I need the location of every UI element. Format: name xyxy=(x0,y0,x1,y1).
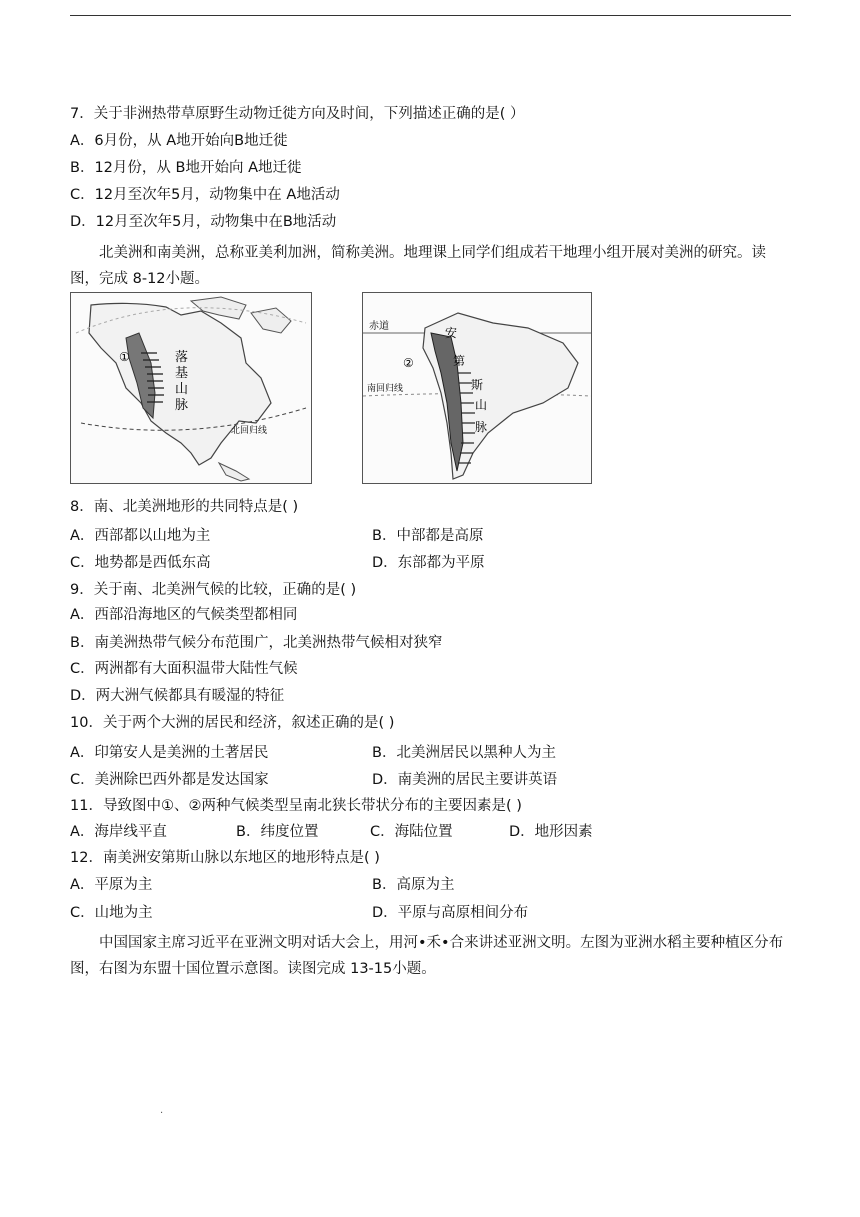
q9-stem: 9．关于南、北美洲气候的比较，正确的是( ) xyxy=(70,582,357,598)
north-region-mark: ① xyxy=(119,350,130,364)
q12-option-b: B．高原为主 xyxy=(372,877,455,893)
q10-option-b: B．北美洲居民以黑种人为主 xyxy=(372,745,556,761)
andes-label-1: 安 xyxy=(445,326,458,340)
rocky-label-4: 脉 xyxy=(175,398,189,413)
q8-option-d: D．东部都为平原 xyxy=(372,555,485,571)
q8-option-c: C．地势都是西低东高 xyxy=(70,555,211,571)
q7-option-d: D．12月至次年5月，动物集中在B地活动 xyxy=(70,214,337,230)
q10-stem: 10．关于两个大洲的居民和经济，叙述正确的是( ) xyxy=(70,715,395,731)
q10-option-d: D．南美洲的居民主要讲英语 xyxy=(372,772,558,788)
q12-option-c: C．山地为主 xyxy=(70,905,153,921)
south-america-map xyxy=(362,292,592,484)
q11-option-c: C．海陆位置 xyxy=(370,824,453,840)
q9-option-c: C．两洲都有大面积温带大陆性气候 xyxy=(70,661,298,677)
q7-option-b: B．12月份，从 B地开始向 A地迁徙 xyxy=(70,160,302,176)
asia-intro-paragraph: 中国国家主席习近平在亚洲文明对话大会上，用河•禾•合来讲述亚洲文明。左图为亚洲水稻主要种植区分布图，右图为东盟十国位置示意图。读图完成 13-15小题。 xyxy=(70,935,784,977)
north-america-map xyxy=(70,292,312,484)
tropic-of-cancer-label: 北回归线 xyxy=(231,426,268,436)
q11-option-a: A．海岸线平直 xyxy=(70,824,167,840)
q7-option-c: C．12月至次年5月，动物集中在 A地活动 xyxy=(70,187,340,203)
q10-option-a: A．印第安人是美洲的土著居民 xyxy=(70,745,269,761)
q9-option-b: B．南美洲热带气候分布范围广，北美洲热带气候相对狭窄 xyxy=(70,635,443,651)
rocky-label-3: 山 xyxy=(175,382,189,397)
rocky-label-1: 落 xyxy=(175,350,189,365)
andes-label-3: 斯 xyxy=(471,378,484,392)
q8-stem: 8．南、北美洲地形的共同特点是( ) xyxy=(70,499,299,515)
header-rule xyxy=(70,15,791,16)
q7-option-a: A．6月份，从 A地开始向B地迁徙 xyxy=(70,133,288,149)
q10-option-c: C．美洲除巴西外都是发达国家 xyxy=(70,772,269,788)
q8-option-b: B．中部都是高原 xyxy=(372,528,484,544)
footer-dot: . xyxy=(160,1105,164,1116)
rocky-label-2: 基 xyxy=(175,366,189,381)
america-intro-paragraph: 北美洲和南美洲，总称亚美利加洲，简称美洲。地理课上同学们组成若干地理小组开展对美洲的研究。读图，完成 8-12小题。 xyxy=(70,245,766,287)
q9-option-a: A．西部沿海地区的气候类型都相同 xyxy=(70,607,298,623)
q7-stem: 7．关于非洲热带草原野生动物迁徙方向及时间，下列描述正确的是( ） xyxy=(70,106,525,122)
q9-option-d: D．两大洲气候都具有暖湿的特征 xyxy=(70,688,285,704)
tropic-of-capricorn-label: 南回归线 xyxy=(367,384,404,394)
q11-option-d: D．地形因素 xyxy=(509,824,593,840)
south-region-mark: ② xyxy=(403,356,414,370)
andes-label-2: 第 xyxy=(453,354,466,368)
andes-label-4: 山 xyxy=(475,398,488,412)
q11-option-b: B．纬度位置 xyxy=(236,824,319,840)
q12-option-d: D．平原与高原相间分布 xyxy=(372,905,529,921)
q11-stem: 11．导致图中①、②两种气候类型呈南北狭长带状分布的主要因素是( ) xyxy=(70,798,522,814)
equator-label: 赤道 xyxy=(369,321,389,332)
q8-option-a: A．西部都以山地为主 xyxy=(70,528,211,544)
andes-label-5: 脉 xyxy=(475,420,488,434)
q12-option-a: A．平原为主 xyxy=(70,877,153,893)
q12-stem: 12．南美洲安第斯山脉以东地区的地形特点是( ) xyxy=(70,850,380,866)
